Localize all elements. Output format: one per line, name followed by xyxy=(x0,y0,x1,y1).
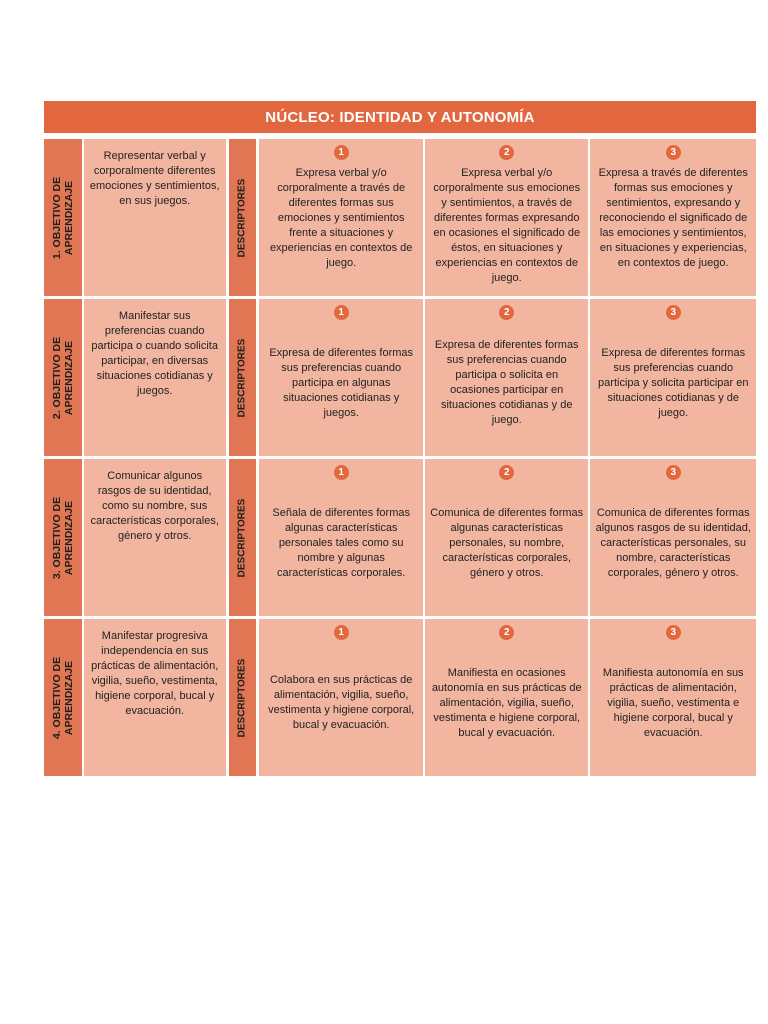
objective-row-2 xyxy=(44,299,756,456)
objective-label-line1: 3. OBJETIVO DE xyxy=(50,496,63,579)
descriptors-label-text: DESCRIPTORES xyxy=(236,658,248,737)
descriptor-text: Expresa verbal y/o corporalmente a través de diferentes formas sus emociones y sentimientos frente a situaciones y experiencias en contextos de juego. xyxy=(269,167,413,269)
descriptor-level-3 xyxy=(590,459,756,616)
objective-label xyxy=(44,619,82,776)
objective-label-line2: APRENDIZAJE xyxy=(62,340,75,415)
objective-label-line2: APRENDIZAJE xyxy=(62,660,75,735)
level-badge: 3 xyxy=(666,305,681,320)
level-badge: 2 xyxy=(499,625,514,640)
objective-text: Comunicar algunos rasgos de su identidad, como su nombre, sus características corporales, género y otros. xyxy=(84,459,226,616)
descriptor-level-3 xyxy=(590,299,756,456)
descriptors-label-text: DESCRIPTORES xyxy=(236,338,248,417)
descriptor-level-1 xyxy=(259,139,423,296)
descriptor-text: Manifiesta en ocasiones autonomía en sus prácticas de alimentación, vigilia, sueño, vestimenta e higiene corporal, bucal y evacuación. xyxy=(431,666,582,739)
objective-label-line1: 4. OBJETIVO DE xyxy=(50,656,63,739)
level-badge: 2 xyxy=(499,145,514,160)
descriptor-level-1 xyxy=(259,619,423,776)
descriptor-level-1 xyxy=(259,299,423,456)
level-badge: 3 xyxy=(666,145,681,160)
objective-label-line2: APRENDIZAJE xyxy=(62,500,75,575)
level-badge: 3 xyxy=(666,625,681,640)
table-title: NÚCLEO: IDENTIDAD Y AUTONOMÍA xyxy=(44,101,756,136)
descriptors-label xyxy=(229,139,257,296)
descriptor-level-3 xyxy=(590,619,756,776)
descriptor-level-2 xyxy=(425,299,589,456)
descriptors-label-text: DESCRIPTORES xyxy=(236,178,248,257)
level-badge: 2 xyxy=(499,465,514,480)
objective-label-line1: 2. OBJETIVO DE xyxy=(50,336,63,419)
level-badge: 1 xyxy=(334,145,349,160)
rubric-table xyxy=(44,101,756,776)
objective-row-3 xyxy=(44,459,756,616)
descriptor-text: Expresa de diferentes formas sus preferencias cuando participa y solicita participar en situaciones cotidianas y de juego. xyxy=(598,346,749,419)
level-badge: 2 xyxy=(499,305,514,320)
objective-text: Representar verbal y corporalmente diferentes emociones y sentimientos, en sus juegos. xyxy=(84,139,226,296)
objective-row-4 xyxy=(44,619,756,776)
descriptor-level-2 xyxy=(425,459,589,616)
objective-label xyxy=(44,139,82,296)
objective-text: Manifestar progresiva independencia en sus prácticas de alimentación, vigilia, sueño, vestimenta, higiene corporal, bucal y evacuación. xyxy=(84,619,226,776)
descriptor-text: Colabora en sus prácticas de alimentación, vigilia, sueño, vestimenta y higiene corporal, bucal y evacuación. xyxy=(268,674,415,731)
descriptors-label-text: DESCRIPTORES xyxy=(236,498,248,577)
objective-label-line1: 1. OBJETIVO DE xyxy=(50,176,63,259)
descriptors-label xyxy=(229,299,257,456)
descriptor-text: Expresa de diferentes formas sus preferencias cuando participa en algunas situaciones cotidianas y juegos. xyxy=(269,346,414,419)
descriptor-level-2 xyxy=(425,619,589,776)
descriptor-text: Comunica de diferentes formas algunas características personales, su nombre, características corporales, género y otros. xyxy=(430,506,584,579)
objective-label-line2: APRENDIZAJE xyxy=(62,180,75,255)
descriptor-level-2 xyxy=(425,139,589,296)
descriptor-level-3 xyxy=(590,139,756,296)
level-badge: 1 xyxy=(334,305,349,320)
level-badge: 1 xyxy=(334,465,349,480)
objective-row-1 xyxy=(44,139,756,296)
descriptors-label xyxy=(229,619,257,776)
objective-label xyxy=(44,459,82,616)
objective-text: Manifestar sus preferencias cuando participa o cuando solicita participar, en diversas situaciones cotidianas y juegos. xyxy=(84,299,226,456)
objective-label xyxy=(44,299,82,456)
descriptor-text: Expresa a través de diferentes formas sus emociones y sentimientos, expresando y reconociendo el significado de las emociones y sentimientos, en situaciones y experiencias, en contextos de juego. xyxy=(598,167,748,269)
descriptor-level-1 xyxy=(259,459,423,616)
level-badge: 1 xyxy=(334,625,349,640)
descriptor-text: Manifiesta autonomía en sus prácticas de alimentación, vigilia, sueño, vestimenta e higiene corporal, bucal y evacuación. xyxy=(602,666,744,739)
level-badge: 3 xyxy=(666,465,681,480)
descriptor-text: Expresa verbal y/o corporalmente sus emociones y sentimientos, a través de diferentes formas expresando en ocasiones el significado de éstos, en situaciones y experiencias en contextos de juego. xyxy=(433,167,581,284)
descriptor-text: Comunica de diferentes formas algunos rasgos de su identidad, características personales, su nombre, características corporales, género y otros. xyxy=(595,506,751,579)
descriptors-label xyxy=(229,459,257,616)
descriptor-text: Expresa de diferentes formas sus preferencias cuando participa o solicita en ocasiones participar en situaciones cotidianas y de juego. xyxy=(434,339,579,426)
descriptor-text: Señala de diferentes formas algunas características personales tales como su nombre y algunas características corporales. xyxy=(272,506,410,579)
